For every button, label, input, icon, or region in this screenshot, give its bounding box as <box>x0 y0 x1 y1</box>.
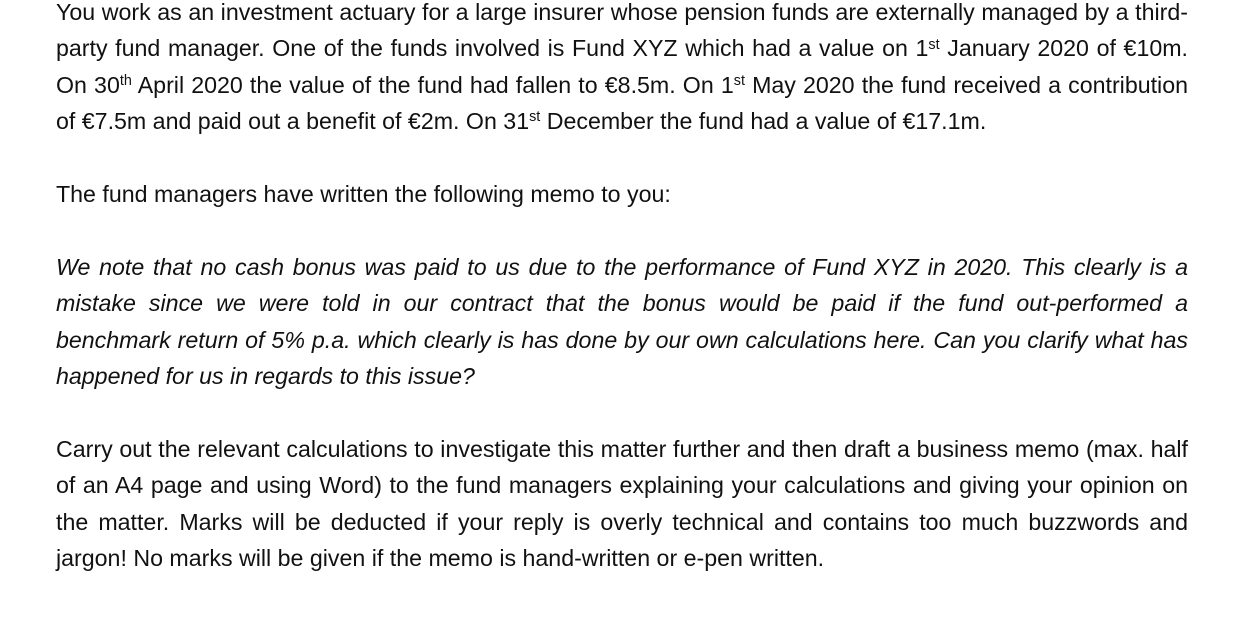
scenario-text-5: December the fund had a value of €17.1m. <box>540 108 987 135</box>
scenario-text-3: April 2020 the value of the fund had fallen to €8.5m. On 1 <box>131 71 734 98</box>
memo-quote: We note that no cash bonus was paid to us due to the performance of Fund XYZ in 2020. This clearly is a mistake since we were told in our contract that the bonus would be paid if the fund out-performed a benchmark return of 5% p.a. which clearly is has done by our own calculations here. Can you clarify what has happened for us in regards to this issue? <box>56 253 1188 390</box>
scenario-text-1: You work as an investment actuary for a large insurer whose pension funds are externally managed by a third-party fund manager. One of the funds involved is Fund XYZ which had a value on 1 <box>56 0 1188 62</box>
scenario-text-2: January 2020 of €10m. On 30 <box>56 35 1188 98</box>
ordinal-suffix: st <box>529 109 541 126</box>
scenario-paragraph <box>56 0 1188 140</box>
ordinal-suffix: th <box>119 72 132 89</box>
ordinal-suffix: st <box>733 72 745 89</box>
task-instructions: Carry out the relevant calculations to investigate this matter further and then draft a business memo (max. half of an A4 page and using Word) to the fund managers explaining your calculations and giving your opinion on the matter. Marks will be deducted if your reply is overly technical and contains too much buzzwords and jargon! No marks will be given if the memo is hand-written or e-pen written. <box>56 435 1188 572</box>
document-body <box>56 0 1188 576</box>
memo-intro: The fund managers have written the following memo to you: <box>56 181 671 208</box>
ordinal-suffix: st <box>928 36 940 53</box>
scenario-text-4: May 2020 the fund received a contribution of €7.5m and paid out a benefit of €2m. On 31 <box>56 71 1188 135</box>
